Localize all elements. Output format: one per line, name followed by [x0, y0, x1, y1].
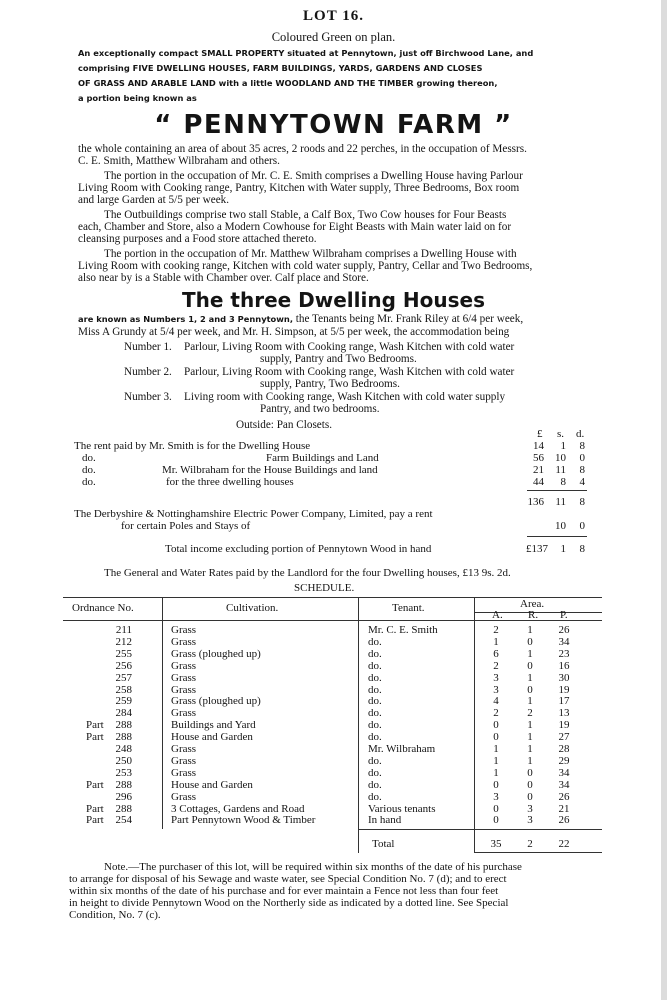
row-perches: 13 — [558, 707, 570, 720]
row-acres: 2 — [493, 624, 499, 636]
row-roods: 1 — [527, 743, 533, 755]
subtotal-pounds: 136 — [527, 496, 544, 508]
row-ordnance-no: 248 — [115, 743, 132, 755]
header-ordnance: Ordnance No. — [72, 602, 134, 614]
intro-line: comprising FIVE DWELLING HOUSES, FARM BUILDINGS, YARDS, GARDENS AND CLOSES — [78, 63, 483, 73]
row-acres: 0 — [493, 719, 499, 732]
row-roods: 0 — [527, 683, 533, 696]
row-cultivation: 3 Cottages, Gardens and Road — [171, 802, 305, 815]
row-acres: 1 — [493, 743, 499, 755]
row-acres: 1 — [493, 635, 499, 648]
row-perches: 17 — [558, 695, 570, 708]
subtotal-shillings: 11 — [555, 496, 566, 508]
row-part: Part — [86, 731, 104, 744]
row-cultivation: Grass — [171, 683, 197, 696]
row-part: Part — [86, 814, 104, 827]
row-cultivation: Grass — [171, 766, 197, 779]
dwellings-line: Miss A Grundy at 5/4 per week, and Mr. H. Simpson, at 5/5 per week, the accommodation being — [78, 326, 510, 338]
row-acres: 1 — [493, 754, 499, 767]
number-text: Parlour, Living Room with Cooking range, Wash Kitchen with cold water — [184, 366, 515, 378]
rent-pence: 4 — [579, 476, 585, 488]
rates-line: The General and Water Rates paid by the Landlord for the four Dwelling houses, £13 9s. 2d. — [104, 567, 511, 579]
row-tenant: do. — [368, 671, 382, 684]
total-label: Total — [372, 838, 395, 850]
shilling-header: s. — [557, 428, 565, 440]
row-perches: 34 — [558, 766, 570, 779]
row-ordnance-no: 256 — [115, 659, 132, 672]
row-ordnance-no: 258 — [115, 683, 132, 696]
lot-title: LOT 16. — [303, 8, 364, 24]
description-line: C. E. Smith, Matthew Wilbraham and others. — [78, 155, 280, 167]
table-bottom-rule — [474, 852, 602, 853]
outside-line: Outside: Pan Closets. — [236, 419, 333, 431]
row-roods: 2 — [527, 707, 533, 720]
row-acres: 6 — [493, 647, 499, 660]
row-cultivation: House and Garden — [171, 731, 253, 744]
subtotal-pence: 8 — [579, 496, 585, 508]
row-tenant: do. — [368, 731, 382, 744]
header-perches: P. — [560, 609, 568, 621]
row-tenant: do. — [368, 790, 382, 803]
row-tenant: do. — [368, 778, 382, 791]
rent-detail: Farm Buildings and Land — [266, 452, 379, 464]
row-tenant: do. — [368, 766, 382, 779]
column-divider — [358, 597, 359, 853]
number-text: supply, Pantry, Two Bedrooms. — [260, 378, 400, 390]
row-perches: 28 — [558, 743, 570, 755]
row-cultivation: Grass — [171, 624, 197, 636]
column-divider — [474, 597, 475, 853]
row-acres: 3 — [493, 671, 499, 684]
intro-line: OF GRASS AND ARABLE LAND with a little WOODLAND AND THE TIMBER growing thereon, — [78, 78, 498, 88]
lot-subtitle: Coloured Green on plan. — [271, 30, 396, 44]
row-acres: 0 — [493, 731, 499, 744]
total-shillings: 1 — [560, 543, 566, 555]
rent-pence: 8 — [579, 440, 585, 452]
row-cultivation: Grass — [171, 754, 197, 767]
row-acres: 0 — [493, 814, 499, 827]
row-acres: 0 — [493, 802, 499, 815]
electric-shillings: 10 — [555, 520, 566, 532]
row-tenant: Mr. Wilbraham — [368, 743, 436, 755]
number-text: Living room with Cooking range, Wash Kitchen with cold water supply — [184, 391, 506, 403]
number-text: Pantry, and two bedrooms. — [260, 403, 380, 415]
row-perches: 26 — [558, 790, 570, 803]
dwellings-lead-rest: the Tenants being Mr. Frank Riley at 6/4 per week, — [295, 313, 524, 325]
description-line: the whole containing an area of about 35 acres, 2 roods and 22 perches, in the occupation of Messrs. — [78, 143, 527, 155]
row-tenant: do. — [368, 707, 382, 720]
subtotal-rule — [527, 490, 587, 491]
row-roods: 0 — [527, 790, 533, 803]
column-divider — [162, 597, 163, 829]
description-line: also near by is a Stable with Chamber over. Calf place and Store. — [78, 272, 369, 284]
pence-header: d. — [576, 428, 585, 440]
row-perches: 27 — [558, 731, 570, 744]
row-cultivation: Grass — [171, 707, 197, 720]
description-line: and large Garden at 5/5 per week. — [78, 194, 230, 206]
row-tenant: do. — [368, 659, 382, 672]
note-line: to arrange for disposal of his Sewage and waste water, see Special Condition No. 7 (d); and to erect — [69, 873, 507, 885]
row-part: Part — [86, 719, 104, 732]
schedule-title: SCHEDULE. — [294, 582, 355, 594]
row-part: Part — [86, 778, 104, 791]
row-ordnance-no: 250 — [115, 754, 132, 767]
row-ordnance-no: 288 — [115, 802, 132, 815]
row-perches: 19 — [558, 719, 570, 732]
rent-shillings: 11 — [555, 464, 566, 476]
header-area: Area. — [520, 598, 545, 610]
row-tenant: do. — [368, 635, 382, 648]
rent-shillings: 10 — [555, 452, 566, 464]
row-perches: 16 — [558, 659, 570, 672]
total-perches: 22 — [558, 838, 570, 850]
row-roods: 0 — [527, 766, 533, 779]
description-line: Living Room with cooking range, Kitchen with cold water supply, Pantry, Cellar and Two Bedrooms, — [78, 260, 533, 272]
row-roods: 1 — [527, 671, 533, 684]
row-roods: 0 — [527, 659, 533, 672]
note-line: Condition, No. 7 (c). — [69, 909, 161, 921]
row-perches: 29 — [558, 754, 570, 767]
row-perches: 34 — [558, 778, 570, 791]
row-perches: 26 — [558, 814, 570, 827]
number-label: Number 2. — [124, 366, 172, 378]
description-line: Living Room with Cooking range, Pantry, Kitchen with Water supply, Three Bedrooms, Box room — [78, 182, 520, 194]
row-tenant: Various tenants — [368, 802, 436, 815]
number-text: supply, Pantry and Two Bedrooms. — [260, 353, 417, 365]
electric-pence: 0 — [579, 520, 585, 532]
pound-header: £ — [537, 428, 543, 440]
number-text: Parlour, Living Room with Cooking range, Wash Kitchen with cold water — [184, 341, 515, 353]
row-perches: 30 — [558, 671, 570, 684]
row-perches: 26 — [558, 624, 570, 636]
row-ordnance-no: 253 — [115, 766, 132, 779]
rent-label: do. — [82, 476, 96, 488]
row-tenant: do. — [368, 754, 382, 767]
row-part: Part — [86, 802, 104, 815]
rent-pounds: 56 — [533, 452, 544, 464]
table-body-rule — [358, 829, 602, 830]
row-cultivation: Grass — [171, 671, 197, 684]
row-roods: 1 — [527, 624, 533, 636]
row-cultivation: House and Garden — [171, 778, 253, 791]
row-roods: 0 — [527, 778, 533, 791]
rent-label: do. — [82, 464, 96, 476]
electric-line: for certain Poles and Stays of — [121, 520, 251, 532]
intro-line: An exceptionally compact SMALL PROPERTY situated at Pennytown, just off Birchwood Lane, and — [78, 48, 534, 58]
farm-name: “ PENNYTOWN FARM ” — [154, 110, 513, 140]
header-tenant: Tenant. — [392, 602, 425, 614]
row-tenant: In hand — [368, 814, 402, 827]
rent-pounds: 21 — [533, 464, 544, 476]
note-line: in height to divide Pennytown Wood on the Northerly side as indicated by a dotted line. See Special — [69, 897, 509, 909]
row-cultivation: Grass (ploughed up) — [171, 695, 261, 708]
row-ordnance-no: 288 — [115, 731, 132, 744]
row-roods: 0 — [527, 635, 533, 648]
description-line: The portion in the occupation of Mr. Matthew Wilbraham comprises a Dwelling House with — [104, 248, 517, 260]
rent-label: The rent paid by Mr. Smith is for the Dwelling House — [74, 440, 311, 452]
row-roods: 1 — [527, 731, 533, 744]
row-acres: 3 — [493, 683, 499, 696]
row-roods: 1 — [527, 754, 533, 767]
note-line: within six months of the date of his purchase and for ever maintain a Fence not less than four feet — [69, 885, 499, 897]
rent-detail: for the three dwelling houses — [166, 476, 294, 488]
total-acres: 35 — [490, 838, 502, 850]
dwellings-heading: The three Dwelling Houses — [182, 288, 485, 312]
rent-pounds: 14 — [533, 440, 544, 452]
header-cultivation: Cultivation. — [226, 602, 279, 614]
description-line: each, Chamber and Store, also a Modern Cowhouse for Eight Beasts with Main water laid on for — [78, 221, 512, 233]
dwellings-lead-bold: are known as Numbers 1, 2 and 3 Pennytown, — [78, 314, 293, 324]
row-cultivation: Part Pennytown Wood & Timber — [171, 814, 316, 827]
rent-pounds: 44 — [533, 476, 544, 488]
row-acres: 0 — [493, 778, 499, 791]
row-ordnance-no: 284 — [115, 707, 132, 720]
row-ordnance-no: 288 — [115, 778, 132, 791]
number-label: Number 3. — [124, 391, 172, 403]
table-header-rule — [63, 620, 602, 621]
row-tenant: do. — [368, 647, 382, 660]
rent-shillings: 1 — [560, 440, 566, 452]
total-roods: 2 — [527, 838, 533, 850]
row-roods: 1 — [527, 695, 533, 708]
row-perches: 23 — [558, 647, 570, 660]
row-tenant: Mr. C. E. Smith — [368, 624, 438, 636]
row-ordnance-no: 211 — [115, 624, 132, 636]
row-acres: 1 — [493, 766, 499, 779]
electric-line: The Derbyshire & Nottinghamshire Electric Power Company, Limited, pay a rent — [74, 508, 433, 520]
row-ordnance-no: 212 — [115, 635, 132, 648]
row-perches: 19 — [558, 683, 570, 696]
row-roods: 1 — [527, 719, 533, 732]
row-acres: 4 — [493, 695, 499, 708]
scan-edge — [661, 0, 667, 1000]
dwellings-lead — [78, 313, 523, 326]
description-line: The Outbuildings comprise two stall Stable, a Calf Box, Two Cow houses for Four Beasts — [104, 209, 507, 221]
row-tenant: do. — [368, 719, 382, 732]
row-cultivation: Buildings and Yard — [171, 719, 256, 732]
description-line: cleansing purposes and a Food store attached thereto. — [78, 233, 317, 245]
row-tenant: do. — [368, 695, 382, 708]
total-rule — [527, 536, 587, 537]
row-ordnance-no: 255 — [115, 647, 132, 660]
rent-detail: Mr. Wilbraham for the House Buildings and land — [162, 464, 378, 476]
row-ordnance-no: 288 — [115, 719, 132, 732]
description-line: The portion in the occupation of Mr. C. E. Smith comprises a Dwelling House having Parlour — [104, 170, 523, 182]
row-roods: 3 — [527, 802, 533, 815]
rent-pence: 0 — [579, 452, 585, 464]
row-acres: 3 — [493, 790, 499, 803]
row-roods: 1 — [527, 647, 533, 660]
intro-line: a portion being known as — [78, 93, 197, 103]
row-ordnance-no: 259 — [115, 695, 132, 708]
row-cultivation: Grass — [171, 790, 197, 803]
total-pounds: £137 — [526, 543, 548, 555]
row-cultivation: Grass — [171, 635, 197, 648]
number-label: Number 1. — [124, 341, 172, 353]
row-cultivation: Grass (ploughed up) — [171, 647, 261, 660]
row-perches: 21 — [558, 802, 570, 815]
row-roods: 3 — [527, 814, 533, 827]
header-acres: A. — [492, 609, 503, 621]
rent-label: do. — [82, 452, 96, 464]
row-perches: 34 — [558, 635, 570, 648]
note-line: Note.—The purchaser of this lot, will be required within six months of the date of his purchase — [104, 861, 522, 873]
row-ordnance-no: 257 — [115, 671, 132, 684]
row-cultivation: Grass — [171, 743, 197, 755]
row-ordnance-no: 254 — [115, 814, 132, 827]
total-income-label: Total income excluding portion of Pennytown Wood in hand — [165, 543, 432, 555]
row-tenant: do. — [368, 683, 382, 696]
row-cultivation: Grass — [171, 659, 197, 672]
row-ordnance-no: 296 — [115, 790, 132, 803]
rent-shillings: 8 — [560, 476, 566, 488]
row-acres: 2 — [493, 707, 499, 720]
row-acres: 2 — [493, 659, 499, 672]
total-pence: 8 — [579, 543, 585, 555]
rent-pence: 8 — [579, 464, 585, 476]
header-roods: R. — [528, 609, 539, 621]
